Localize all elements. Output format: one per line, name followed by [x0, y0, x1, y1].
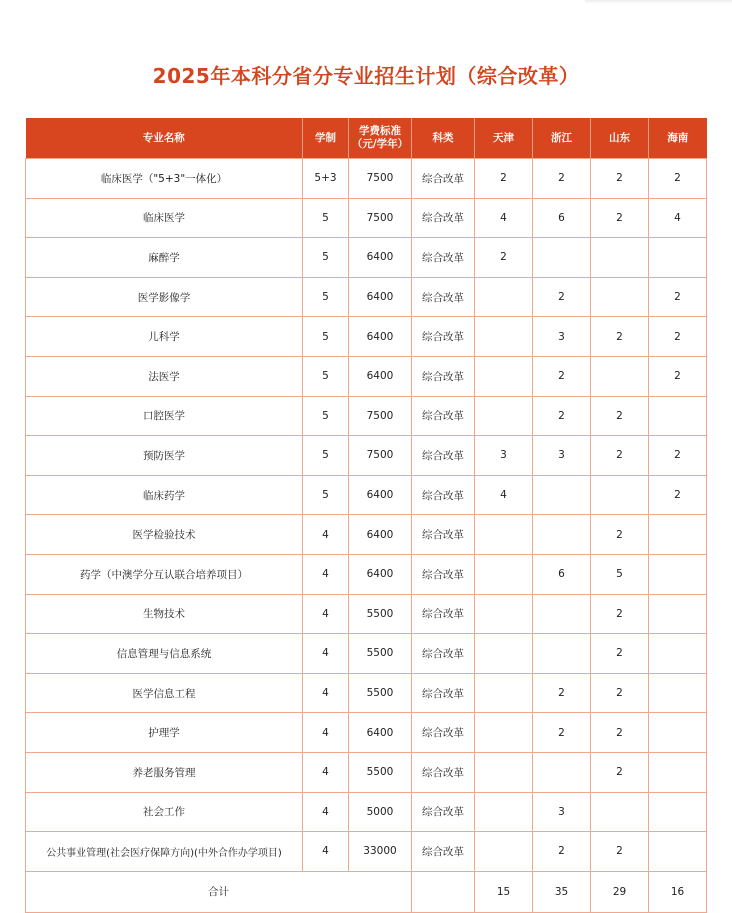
cell-category: 综合改革 — [412, 554, 475, 594]
cell-tianjin — [475, 396, 533, 436]
cell-tianjin — [475, 713, 533, 753]
cell-category: 综合改革 — [412, 159, 475, 199]
cell-hainan — [649, 673, 707, 713]
cell-zhejiang: 2 — [533, 673, 591, 713]
cell-major: 预防医学 — [26, 436, 303, 476]
table-row — [26, 396, 707, 436]
cell-hainan: 2 — [649, 317, 707, 357]
cell-tianjin — [475, 792, 533, 832]
cell-shandong — [591, 792, 649, 832]
cell-years: 5 — [303, 475, 349, 515]
cell-zhejiang — [533, 594, 591, 634]
cell-zhejiang — [533, 752, 591, 792]
header-fee-line2: （元/学年） — [351, 138, 409, 150]
header-shandong: 山东 — [591, 118, 649, 159]
cell-years: 5 — [303, 317, 349, 357]
header-tianjin: 天津 — [475, 118, 533, 159]
cell-shandong: 2 — [591, 634, 649, 674]
table-row — [26, 673, 707, 713]
cell-major: 口腔医学 — [26, 396, 303, 436]
cell-major: 药学（中澳学分互认联合培养项目） — [26, 554, 303, 594]
cell-shandong: 2 — [591, 832, 649, 872]
cell-major: 临床医学 — [26, 198, 303, 238]
cell-hainan: 2 — [649, 356, 707, 396]
cell-hainan — [649, 238, 707, 278]
table-row — [26, 832, 707, 872]
table-row — [26, 713, 707, 753]
cell-shandong: 2 — [591, 436, 649, 476]
total-row — [26, 871, 707, 912]
cell-major: 社会工作 — [26, 792, 303, 832]
cell-fee: 5500 — [349, 634, 412, 674]
cell-tianjin: 4 — [475, 475, 533, 515]
cell-zhejiang: 2 — [533, 396, 591, 436]
cell-tianjin — [475, 515, 533, 555]
cell-category: 综合改革 — [412, 238, 475, 278]
cell-zhejiang: 6 — [533, 554, 591, 594]
cell-tianjin — [475, 356, 533, 396]
cell-shandong: 2 — [591, 159, 649, 199]
cell-fee: 7500 — [349, 436, 412, 476]
cell-category: 综合改革 — [412, 515, 475, 555]
cell-tianjin — [475, 832, 533, 872]
cell-category: 综合改革 — [412, 594, 475, 634]
cell-shandong: 2 — [591, 594, 649, 634]
table-row — [26, 475, 707, 515]
cell-hainan — [649, 713, 707, 753]
table-row — [26, 554, 707, 594]
top-edge-shadow — [585, 0, 732, 4]
cell-years: 4 — [303, 634, 349, 674]
total-tianjin: 15 — [475, 871, 533, 912]
cell-tianjin — [475, 317, 533, 357]
cell-major: 临床医学（"5+3"一体化） — [26, 159, 303, 199]
header-fee — [349, 118, 412, 159]
cell-hainan: 2 — [649, 159, 707, 199]
cell-hainan — [649, 634, 707, 674]
cell-years: 5 — [303, 436, 349, 476]
cell-major: 生物技术 — [26, 594, 303, 634]
cell-fee: 6400 — [349, 515, 412, 555]
cell-zhejiang — [533, 515, 591, 555]
cell-hainan: 2 — [649, 277, 707, 317]
header-hainan: 海南 — [649, 118, 707, 159]
cell-fee: 6400 — [349, 277, 412, 317]
cell-years: 4 — [303, 515, 349, 555]
cell-fee: 5500 — [349, 673, 412, 713]
cell-zhejiang: 2 — [533, 356, 591, 396]
cell-shandong: 2 — [591, 713, 649, 753]
cell-tianjin — [475, 752, 533, 792]
cell-tianjin: 2 — [475, 238, 533, 278]
cell-years: 5 — [303, 198, 349, 238]
cell-hainan — [649, 752, 707, 792]
header-category: 科类 — [412, 118, 475, 159]
cell-hainan: 4 — [649, 198, 707, 238]
cell-zhejiang — [533, 238, 591, 278]
cell-zhejiang: 3 — [533, 436, 591, 476]
cell-category: 综合改革 — [412, 277, 475, 317]
cell-major: 医学信息工程 — [26, 673, 303, 713]
cell-hainan — [649, 554, 707, 594]
cell-category: 综合改革 — [412, 792, 475, 832]
cell-years: 4 — [303, 752, 349, 792]
header-fee-line1: 学费标准 — [359, 125, 401, 137]
table-row — [26, 634, 707, 674]
cell-hainan — [649, 792, 707, 832]
cell-fee: 6400 — [349, 356, 412, 396]
cell-fee: 5500 — [349, 594, 412, 634]
cell-fee: 6400 — [349, 554, 412, 594]
cell-years: 5 — [303, 396, 349, 436]
header-years: 学制 — [303, 118, 349, 159]
cell-major: 儿科学 — [26, 317, 303, 357]
page-title: 2025年本科分省分专业招生计划（综合改革） — [152, 64, 580, 88]
total-hainan: 16 — [649, 871, 707, 912]
cell-years: 4 — [303, 554, 349, 594]
cell-category: 综合改革 — [412, 634, 475, 674]
table-row — [26, 238, 707, 278]
cell-major: 养老服务管理 — [26, 752, 303, 792]
cell-zhejiang — [533, 634, 591, 674]
cell-shandong: 2 — [591, 317, 649, 357]
cell-years: 4 — [303, 792, 349, 832]
cell-tianjin — [475, 277, 533, 317]
cell-major: 医学影像学 — [26, 277, 303, 317]
cell-shandong — [591, 475, 649, 515]
cell-category: 综合改革 — [412, 356, 475, 396]
cell-shandong — [591, 356, 649, 396]
cell-shandong — [591, 277, 649, 317]
table-row — [26, 792, 707, 832]
cell-category: 综合改革 — [412, 396, 475, 436]
cell-hainan — [649, 832, 707, 872]
cell-shandong: 2 — [591, 752, 649, 792]
cell-major: 医学检验技术 — [26, 515, 303, 555]
table-row — [26, 752, 707, 792]
cell-years: 4 — [303, 594, 349, 634]
cell-shandong: 2 — [591, 515, 649, 555]
cell-major: 临床药学 — [26, 475, 303, 515]
table-row — [26, 277, 707, 317]
cell-shandong: 5 — [591, 554, 649, 594]
cell-zhejiang: 2 — [533, 713, 591, 753]
cell-tianjin: 2 — [475, 159, 533, 199]
cell-years: 5 — [303, 277, 349, 317]
cell-category: 综合改革 — [412, 317, 475, 357]
cell-fee: 6400 — [349, 475, 412, 515]
cell-category: 综合改革 — [412, 436, 475, 476]
header-zhejiang: 浙江 — [533, 118, 591, 159]
cell-years: 4 — [303, 832, 349, 872]
cell-category: 综合改革 — [412, 198, 475, 238]
total-category-empty — [412, 871, 475, 912]
cell-category: 综合改革 — [412, 713, 475, 753]
cell-years: 5+3 — [303, 159, 349, 199]
cell-fee: 7500 — [349, 198, 412, 238]
cell-years: 5 — [303, 238, 349, 278]
cell-zhejiang: 2 — [533, 159, 591, 199]
cell-zhejiang: 2 — [533, 277, 591, 317]
cell-tianjin — [475, 594, 533, 634]
total-zhejiang: 35 — [533, 871, 591, 912]
cell-category: 综合改革 — [412, 673, 475, 713]
cell-hainan — [649, 594, 707, 634]
cell-fee: 5000 — [349, 792, 412, 832]
cell-hainan: 2 — [649, 436, 707, 476]
table-row — [26, 515, 707, 555]
cell-hainan — [649, 515, 707, 555]
enrollment-plan-table — [25, 118, 707, 913]
cell-years: 4 — [303, 673, 349, 713]
table-row — [26, 594, 707, 634]
cell-major: 信息管理与信息系统 — [26, 634, 303, 674]
cell-hainan: 2 — [649, 475, 707, 515]
table-row — [26, 436, 707, 476]
cell-hainan — [649, 396, 707, 436]
cell-shandong: 2 — [591, 198, 649, 238]
cell-fee: 7500 — [349, 159, 412, 199]
table-header-row — [26, 118, 707, 159]
header-major: 专业名称 — [26, 118, 303, 159]
cell-major: 法医学 — [26, 356, 303, 396]
cell-zhejiang: 3 — [533, 792, 591, 832]
cell-zhejiang: 3 — [533, 317, 591, 357]
cell-tianjin — [475, 673, 533, 713]
table-row — [26, 356, 707, 396]
cell-shandong: 2 — [591, 396, 649, 436]
cell-zhejiang — [533, 475, 591, 515]
cell-years: 4 — [303, 713, 349, 753]
cell-fee: 7500 — [349, 396, 412, 436]
cell-major: 公共事业管理(社会医疗保障方向)(中外合作办学项目) — [26, 832, 303, 872]
cell-shandong — [591, 238, 649, 278]
cell-category: 综合改革 — [412, 475, 475, 515]
cell-zhejiang: 6 — [533, 198, 591, 238]
total-shandong: 29 — [591, 871, 649, 912]
cell-tianjin: 4 — [475, 198, 533, 238]
cell-category: 综合改革 — [412, 752, 475, 792]
cell-zhejiang: 2 — [533, 832, 591, 872]
table-row — [26, 198, 707, 238]
cell-major: 护理学 — [26, 713, 303, 753]
cell-fee: 6400 — [349, 238, 412, 278]
cell-fee: 6400 — [349, 713, 412, 753]
table-row — [26, 159, 707, 199]
cell-years: 5 — [303, 356, 349, 396]
cell-major: 麻醉学 — [26, 238, 303, 278]
table-row — [26, 317, 707, 357]
cell-tianjin — [475, 554, 533, 594]
cell-fee: 6400 — [349, 317, 412, 357]
cell-fee: 33000 — [349, 832, 412, 872]
cell-tianjin — [475, 634, 533, 674]
cell-category: 综合改革 — [412, 832, 475, 872]
total-label: 合计 — [26, 871, 412, 912]
cell-shandong: 2 — [591, 673, 649, 713]
cell-tianjin: 3 — [475, 436, 533, 476]
cell-fee: 5500 — [349, 752, 412, 792]
